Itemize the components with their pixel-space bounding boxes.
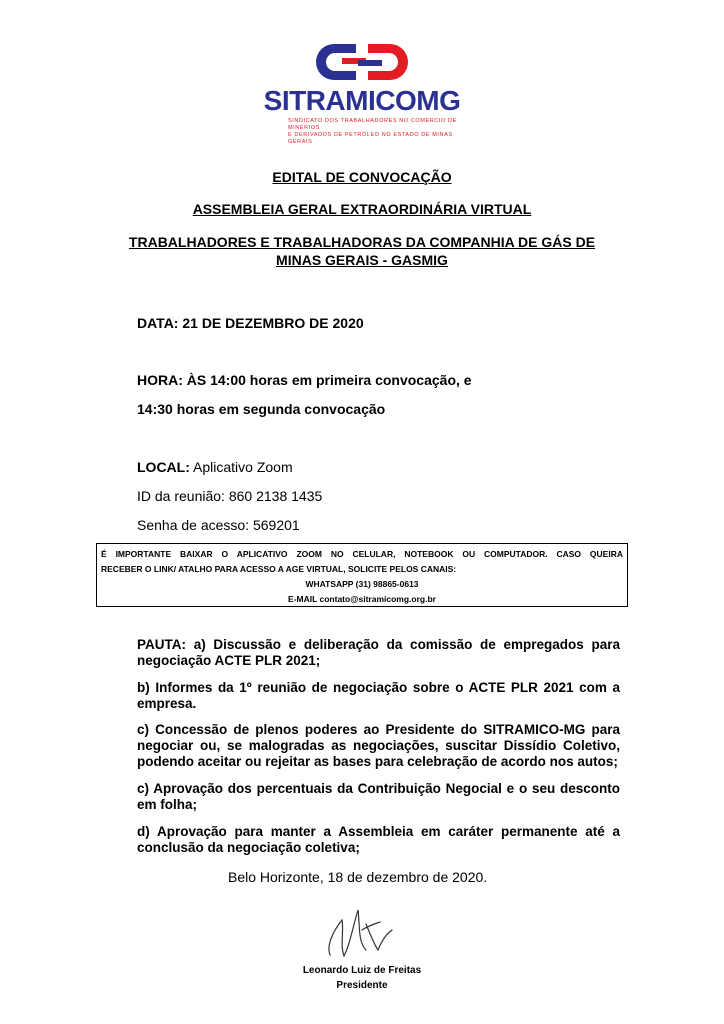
brand-name: SITRAMICOMG xyxy=(263,85,461,116)
notice-email: E-MAIL contato@sitramicomg.org.br xyxy=(288,594,436,604)
title-trabalhadores-line1: TRABALHADORES E TRABALHADORAS DA COMPANHIA DE GÁS DE xyxy=(128,234,596,250)
agenda-item-c2: c) Aprovação dos percentuais da Contribuição Negocial e o seu desconto em folha; xyxy=(137,781,620,812)
meeting-id: ID da reunião: 860 2138 1435 xyxy=(137,488,323,504)
location-value: Aplicativo Zoom xyxy=(189,459,293,475)
meeting-time-second: 14:30 horas em segunda convocação xyxy=(137,401,386,417)
meeting-date: DATA: 21 DE DEZEMBRO DE 2020 xyxy=(137,315,364,331)
header-logo xyxy=(0,40,724,146)
location-label: LOCAL: xyxy=(137,459,190,475)
signer-role: Presidente xyxy=(336,980,388,991)
notice-whatsapp: WHATSAPP (31) 98865-0613 xyxy=(305,579,419,589)
notice-line-2: RECEBER O LINK/ ATALHO PARA ACESSO A AGE VIRTUAL, SOLICITE PELOS CANAIS: xyxy=(101,564,457,574)
title-assembleia: ASSEMBLEIA GERAL EXTRAORDINÁRIA VIRTUAL xyxy=(192,201,532,217)
notice-line-1: É IMPORTANTE BAIXAR O APLICATIVO ZOOM NO CELULAR, NOTEBOOK OU COMPUTADOR. CASO QUEIRA xyxy=(101,549,623,559)
title-edital: EDITAL DE CONVOCAÇÃO xyxy=(272,169,452,185)
agenda-item-d: d) Aprovação para manter a Assembleia em caráter permanente até a conclusão da negociação coletiva; xyxy=(137,824,620,855)
agenda-item-c: c) Concessão de plenos poderes ao Presidente do SITRAMICO-MG para negociar ou, se malogradas as negociações, suscitar Dissídio Coletivo, podendo aceitar ou rejeitar as bases para celebração de acordo nos autos; xyxy=(137,722,620,769)
title-trabalhadores-line2: MINAS GERAIS - GASMIG xyxy=(276,252,448,268)
linked-chain-logo-icon xyxy=(312,40,412,84)
agenda-item-b: b) Informes da 1º reunião de negociação sobre o ACTE PLR 2021 com a empresa. xyxy=(137,680,620,711)
brand-tagline: SINDICATO DOS TRABALHADORES NO COMÉRCIO DE MINÉRIOS E DERIVADOS DE PETRÓLEO NO ESTADO DE MINAS GERAIS xyxy=(288,118,457,145)
meeting-password: Senha de acesso: 569201 xyxy=(137,517,300,533)
handwritten-signature xyxy=(300,900,410,962)
meeting-time-first: HORA: ÀS 14:00 horas em primeira convocação, e xyxy=(137,372,472,388)
notice-box xyxy=(96,543,628,607)
place-and-date: Belo Horizonte, 18 de dezembro de 2020. xyxy=(228,869,488,885)
agenda-item-a: PAUTA: a) Discussão e deliberação da comissão de empregados para negociação ACTE PLR 2021; xyxy=(137,637,620,668)
signer-name: Leonardo Luiz de Freitas xyxy=(302,965,422,976)
meeting-location xyxy=(137,458,293,476)
